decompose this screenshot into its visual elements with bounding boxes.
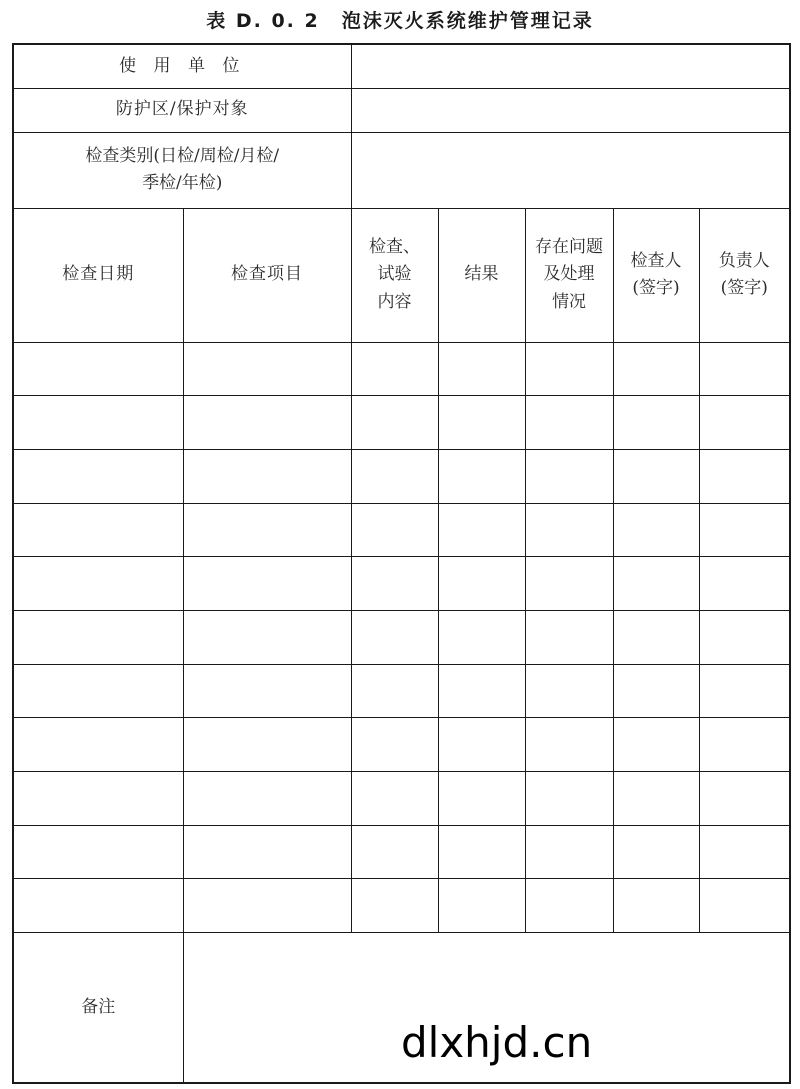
table-row <box>13 664 790 718</box>
unit-label: 使 用 单 位 <box>13 44 351 88</box>
col-header-item: 检查项目 <box>183 208 351 342</box>
info-row-unit <box>13 44 790 88</box>
col-header-responsible-line1: 负责人 <box>718 250 770 271</box>
zone-value-cell[interactable] <box>351 88 790 132</box>
cell-date[interactable] <box>13 449 183 503</box>
cell-issues[interactable] <box>525 503 613 557</box>
cell-content[interactable] <box>351 825 438 879</box>
col-header-inspector-line2: (签字) <box>632 278 680 298</box>
category-label-line1: 检查类别(日检/周检/月检/ <box>85 145 280 166</box>
cell-inspector[interactable] <box>613 557 699 611</box>
cell-responsible[interactable] <box>699 772 790 826</box>
table-name: 泡沫灭火系统维护管理记录 <box>341 10 594 32</box>
maintenance-record-table <box>12 43 791 1084</box>
category-label <box>13 132 351 208</box>
watermark: dlxhjd.cn <box>401 1018 593 1067</box>
table-row <box>13 342 790 396</box>
cell-inspector[interactable] <box>613 610 699 664</box>
cell-inspector[interactable] <box>613 503 699 557</box>
cell-item[interactable] <box>183 879 351 933</box>
info-row-zone <box>13 88 790 132</box>
cell-result[interactable] <box>438 503 525 557</box>
cell-content[interactable] <box>351 449 438 503</box>
cell-responsible[interactable] <box>699 449 790 503</box>
cell-item[interactable] <box>183 825 351 879</box>
cell-item[interactable] <box>183 557 351 611</box>
cell-issues[interactable] <box>525 557 613 611</box>
cell-inspector[interactable] <box>613 664 699 718</box>
category-label-line2: 季检/年检) <box>142 173 223 193</box>
cell-issues[interactable] <box>525 610 613 664</box>
cell-date[interactable] <box>13 772 183 826</box>
cell-issues[interactable] <box>525 879 613 933</box>
zone-label: 防护区/保护对象 <box>13 88 351 132</box>
cell-responsible[interactable] <box>699 396 790 450</box>
cell-date[interactable] <box>13 879 183 933</box>
cell-inspector[interactable] <box>613 396 699 450</box>
table-title <box>0 6 800 33</box>
cell-result[interactable] <box>438 342 525 396</box>
table-row <box>13 610 790 664</box>
cell-date[interactable] <box>13 610 183 664</box>
cell-content[interactable] <box>351 396 438 450</box>
table-row <box>13 396 790 450</box>
cell-result[interactable] <box>438 557 525 611</box>
col-header-date: 检查日期 <box>13 208 183 342</box>
col-header-content-line1: 检查、 <box>369 237 420 258</box>
cell-date[interactable] <box>13 503 183 557</box>
cell-result[interactable] <box>438 664 525 718</box>
cell-issues[interactable] <box>525 825 613 879</box>
cell-responsible[interactable] <box>699 825 790 879</box>
cell-content[interactable] <box>351 718 438 772</box>
cell-item[interactable] <box>183 503 351 557</box>
cell-inspector[interactable] <box>613 825 699 879</box>
cell-responsible[interactable] <box>699 503 790 557</box>
cell-date[interactable] <box>13 342 183 396</box>
cell-inspector[interactable] <box>613 342 699 396</box>
table-row <box>13 449 790 503</box>
cell-issues[interactable] <box>525 342 613 396</box>
cell-item[interactable] <box>183 396 351 450</box>
unit-value-cell[interactable] <box>351 44 790 88</box>
cell-content[interactable] <box>351 503 438 557</box>
cell-responsible[interactable] <box>699 610 790 664</box>
cell-date[interactable] <box>13 396 183 450</box>
cell-content[interactable] <box>351 879 438 933</box>
cell-issues[interactable] <box>525 664 613 718</box>
category-value-cell[interactable] <box>351 132 790 208</box>
cell-issues[interactable] <box>525 718 613 772</box>
cell-item[interactable] <box>183 610 351 664</box>
cell-issues[interactable] <box>525 449 613 503</box>
col-header-responsible-line2: (签字) <box>720 278 768 298</box>
cell-date[interactable] <box>13 718 183 772</box>
table-number: 表 D. 0. 2 <box>206 10 320 32</box>
table-row <box>13 879 790 933</box>
cell-result[interactable] <box>438 449 525 503</box>
cell-responsible[interactable] <box>699 664 790 718</box>
cell-responsible[interactable] <box>699 879 790 933</box>
table-row <box>13 772 790 826</box>
col-header-content-line3: 内容 <box>377 291 412 312</box>
col-header-issues <box>525 208 613 342</box>
cell-content[interactable] <box>351 610 438 664</box>
col-header-issues-line3: 情况 <box>552 291 586 312</box>
cell-responsible[interactable] <box>699 557 790 611</box>
cell-date[interactable] <box>13 825 183 879</box>
col-header-inspector <box>613 208 699 342</box>
cell-date[interactable] <box>13 664 183 718</box>
cell-inspector[interactable] <box>613 449 699 503</box>
cell-result[interactable] <box>438 610 525 664</box>
cell-item[interactable] <box>183 342 351 396</box>
table-row <box>13 557 790 611</box>
col-header-responsible <box>699 208 790 342</box>
col-header-inspector-line1: 检查人 <box>630 250 682 271</box>
cell-issues[interactable] <box>525 396 613 450</box>
cell-inspector[interactable] <box>613 879 699 933</box>
cell-content[interactable] <box>351 342 438 396</box>
column-header-row <box>13 208 790 342</box>
col-header-result: 结果 <box>438 208 525 342</box>
table-row <box>13 718 790 772</box>
col-header-issues-line2: 及处理 <box>543 264 595 285</box>
cell-date[interactable] <box>13 557 183 611</box>
cell-responsible[interactable] <box>699 718 790 772</box>
col-header-issues-line1: 存在问题 <box>535 237 603 258</box>
col-header-content <box>351 208 438 342</box>
cell-item[interactable] <box>183 718 351 772</box>
cell-result[interactable] <box>438 718 525 772</box>
cell-result[interactable] <box>438 825 525 879</box>
col-header-content-line2: 试验 <box>377 264 412 285</box>
cell-item[interactable] <box>183 664 351 718</box>
cell-content[interactable] <box>351 772 438 826</box>
cell-item[interactable] <box>183 449 351 503</box>
cell-item[interactable] <box>183 772 351 826</box>
table-row <box>13 503 790 557</box>
cell-content[interactable] <box>351 557 438 611</box>
cell-result[interactable] <box>438 879 525 933</box>
cell-responsible[interactable] <box>699 342 790 396</box>
cell-result[interactable] <box>438 772 525 826</box>
cell-issues[interactable] <box>525 772 613 826</box>
cell-result[interactable] <box>438 396 525 450</box>
remarks-label: 备注 <box>13 933 183 1083</box>
cell-inspector[interactable] <box>613 718 699 772</box>
cell-content[interactable] <box>351 664 438 718</box>
table-row <box>13 825 790 879</box>
info-row-category <box>13 132 790 208</box>
cell-inspector[interactable] <box>613 772 699 826</box>
